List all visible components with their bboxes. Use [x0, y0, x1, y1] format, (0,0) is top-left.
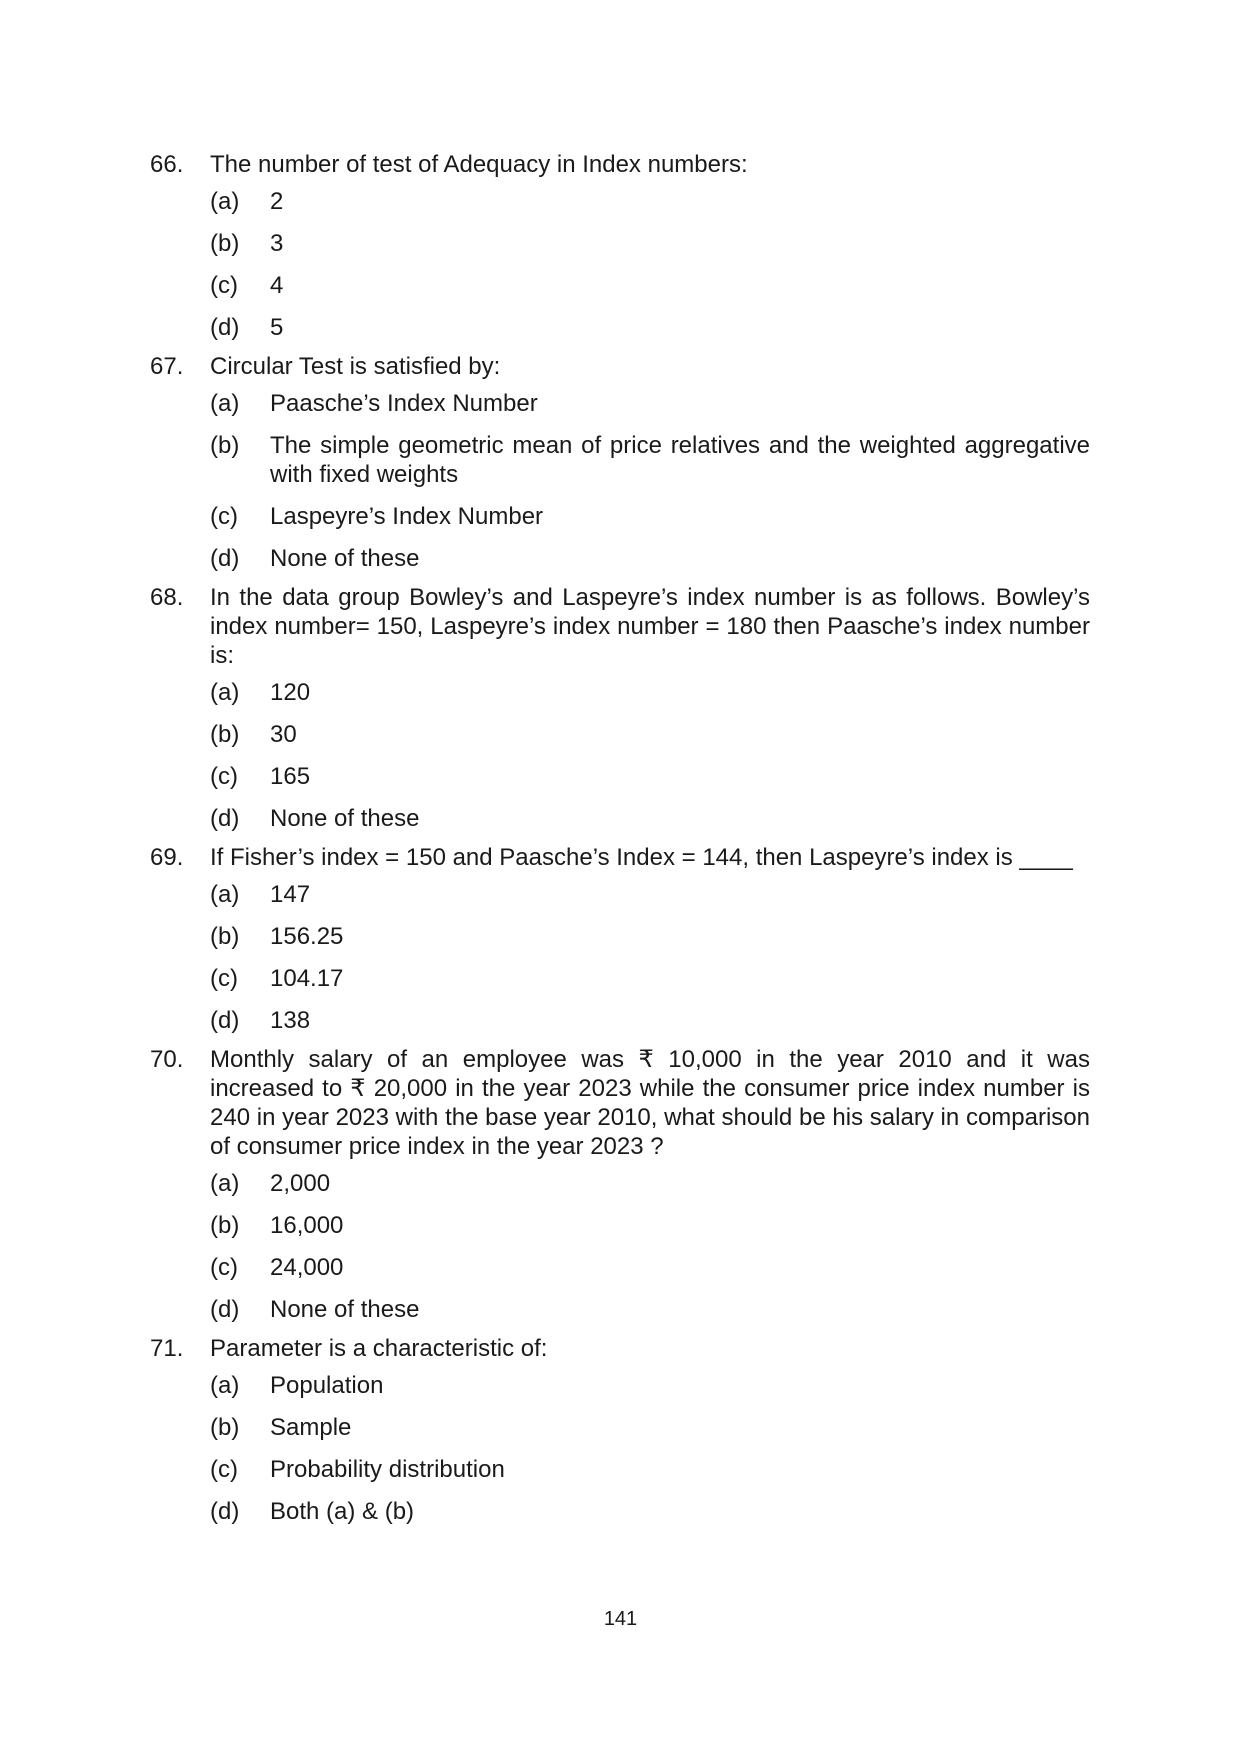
- option-item: [210, 1295, 1090, 1324]
- option-label: (a): [210, 1170, 240, 1197]
- option-text: 138: [270, 1007, 311, 1034]
- option-label: (a): [210, 390, 240, 417]
- option-item: [210, 922, 1090, 951]
- option-text: None of these: [270, 1296, 420, 1323]
- option-list: [150, 1169, 1090, 1324]
- question-text: Parameter is a characteristic of:: [210, 1335, 548, 1362]
- option-item: [210, 1006, 1090, 1035]
- option-list: [150, 389, 1090, 573]
- option-item: [210, 720, 1090, 749]
- option-text: 24,000: [270, 1254, 344, 1281]
- option-label: (b): [210, 1212, 240, 1239]
- option-text: 147: [270, 881, 311, 908]
- option-label: (a): [210, 1372, 240, 1399]
- question-67: [150, 352, 1090, 573]
- option-text: Probability distribution: [270, 1456, 505, 1483]
- question-text: In the data group Bowley’s and Laspeyre’s index number is as follows. Bowley’s index number= 150, Laspeyre’s index number = 180 then Paasche’s index number is:: [210, 584, 1090, 669]
- option-text: 104.17: [270, 965, 344, 992]
- option-text: 120: [270, 679, 311, 706]
- option-list: [150, 678, 1090, 833]
- option-item: [210, 678, 1090, 707]
- question-number: 69.: [150, 844, 184, 871]
- option-text: None of these: [270, 545, 420, 572]
- question-text: Circular Test is satisfied by:: [210, 353, 501, 380]
- question-66: [150, 150, 1090, 342]
- option-label: (c): [210, 1254, 238, 1281]
- option-label: (d): [210, 1296, 240, 1323]
- option-text: The simple geometric mean of price relatives and the weighted aggregative with fixed weights: [270, 432, 1090, 488]
- option-label: (d): [210, 314, 240, 341]
- option-text: Sample: [270, 1414, 352, 1441]
- option-text: 16,000: [270, 1212, 344, 1239]
- option-list: [150, 1371, 1090, 1526]
- option-label: (d): [210, 1007, 240, 1034]
- option-item: [210, 502, 1090, 531]
- option-list: [150, 187, 1090, 342]
- option-item: [210, 964, 1090, 993]
- option-item: [210, 880, 1090, 909]
- option-item: [210, 187, 1090, 216]
- option-text: 3: [270, 230, 284, 257]
- option-text: 4: [270, 272, 284, 299]
- option-item: [210, 229, 1090, 258]
- option-label: (b): [210, 230, 240, 257]
- question-number: 71.: [150, 1335, 184, 1362]
- option-label: (d): [210, 805, 240, 832]
- question-text: If Fisher’s index = 150 and Paasche’s Index = 144, then Laspeyre’s index is ____: [210, 844, 1073, 871]
- option-label: (c): [210, 503, 238, 530]
- question-70: [150, 1045, 1090, 1324]
- question-list: [150, 150, 1090, 1536]
- option-text: Population: [270, 1372, 384, 1399]
- option-label: (b): [210, 923, 240, 950]
- option-text: Laspeyre’s Index Number: [270, 503, 544, 530]
- option-text: 156.25: [270, 923, 344, 950]
- option-item: [210, 1413, 1090, 1442]
- option-label: (a): [210, 881, 240, 908]
- question-68: [150, 583, 1090, 833]
- option-label: (c): [210, 763, 238, 790]
- option-item: [210, 762, 1090, 791]
- option-label: (d): [210, 1498, 240, 1525]
- question-number: 70.: [150, 1046, 184, 1073]
- option-text: 2: [270, 188, 284, 215]
- option-item: [210, 544, 1090, 573]
- option-label: (c): [210, 272, 238, 299]
- option-list: [150, 880, 1090, 1035]
- page-number: 141: [603, 1608, 638, 1630]
- option-label: (a): [210, 679, 240, 706]
- option-text: Both (a) & (b): [270, 1498, 415, 1525]
- option-text: 5: [270, 314, 284, 341]
- option-label: (c): [210, 965, 238, 992]
- option-item: [210, 271, 1090, 300]
- option-text: 30: [270, 721, 297, 748]
- option-label: (a): [210, 188, 240, 215]
- option-item: [210, 313, 1090, 342]
- option-text: 165: [270, 763, 311, 790]
- option-label: (d): [210, 545, 240, 572]
- option-label: (b): [210, 1414, 240, 1441]
- option-item: [210, 1211, 1090, 1240]
- option-item: [210, 1169, 1090, 1198]
- option-text: 2,000: [270, 1170, 331, 1197]
- option-item: [210, 1371, 1090, 1400]
- option-item: [210, 431, 1090, 489]
- option-item: [210, 1253, 1090, 1282]
- option-label: (b): [210, 432, 240, 459]
- option-item: [210, 1455, 1090, 1484]
- question-text: The number of test of Adequacy in Index numbers:: [210, 151, 748, 178]
- option-item: [210, 1497, 1090, 1526]
- option-text: None of these: [270, 805, 420, 832]
- option-label: (b): [210, 721, 240, 748]
- option-label: (c): [210, 1456, 238, 1483]
- question-number: 68.: [150, 584, 184, 611]
- question-number: 67.: [150, 353, 184, 380]
- question-text: Monthly salary of an employee was ₹ 10,000 in the year 2010 and it was increased to ₹ 20,000 in the year 2023 while the consumer price index number is 240 in year 2023 with the base year 2010, what should be his salary in comparison of consumer price index in the year 2023 ?: [210, 1046, 1090, 1160]
- option-item: [210, 804, 1090, 833]
- question-71: [150, 1334, 1090, 1526]
- question-number: 66.: [150, 151, 184, 178]
- question-69: [150, 843, 1090, 1035]
- option-item: [210, 389, 1090, 418]
- option-text: Paasche’s Index Number: [270, 390, 538, 417]
